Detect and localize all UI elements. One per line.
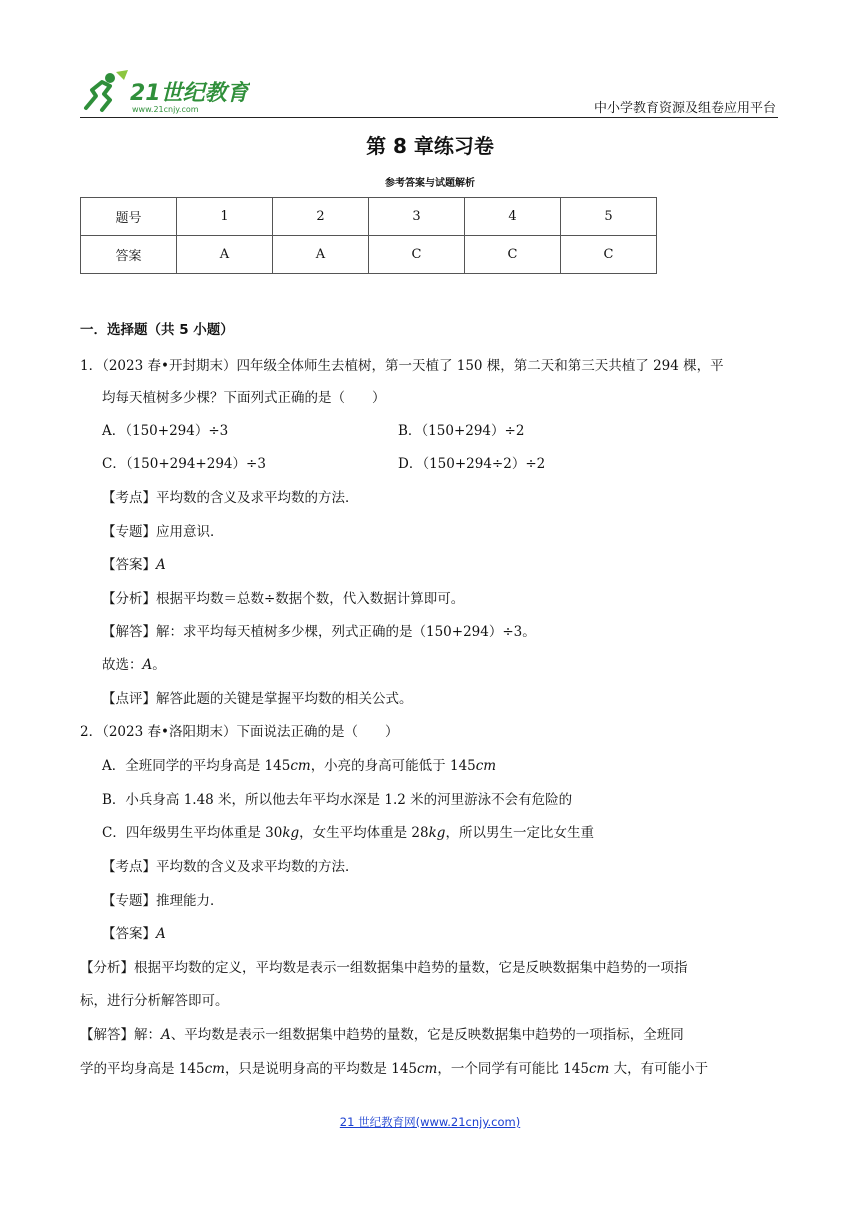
- q2-jieda2-unit2: cm: [417, 1061, 438, 1077]
- table-cell: A: [273, 236, 369, 274]
- page-subtitle: 参考答案与试题解析: [385, 178, 475, 189]
- table-cell: A: [177, 236, 273, 274]
- table-cell: C: [465, 236, 561, 274]
- q1-option-b: B．（150+294）÷2: [398, 423, 525, 439]
- q2-jieda2-unit1: cm: [204, 1061, 225, 1077]
- q2-jieda-line1: [80, 1023, 684, 1043]
- q1-option-a: A．（150+294）÷3: [102, 423, 229, 439]
- q2-jieda2-unit3: cm: [588, 1061, 610, 1077]
- table-cell: 2: [273, 198, 369, 236]
- section-title: 一．选择题（共 5 小题）: [80, 322, 234, 338]
- table-cell: 4: [465, 198, 561, 236]
- page-title: 第 8 章练习卷: [366, 134, 494, 158]
- table-cell: 3: [369, 198, 465, 236]
- q1-guxuan-label: 故选：: [102, 657, 143, 673]
- logo-url: www.21cnjy.com: [132, 105, 199, 114]
- q1-guxuan-end: 。: [152, 657, 166, 673]
- q2-option-a-text1: A．全班同学的平均身高是 145: [102, 758, 291, 774]
- runner-logo-icon: [86, 70, 128, 110]
- q2-option-a-text2: ，小亮的身高可能低于 145: [310, 758, 476, 774]
- q2-stem: 2．（2023 春•洛阳期末）下面说法正确的是（ ）: [80, 724, 399, 740]
- table-cell: C: [561, 236, 657, 274]
- q2-option-a: [102, 754, 496, 774]
- table-cell: C: [369, 236, 465, 274]
- table-cell: 1: [177, 198, 273, 236]
- q1-answer-value: A: [156, 557, 166, 573]
- q1-fenxi: 【分析】根据平均数＝总数÷数据个数，代入数据计算即可。: [102, 591, 465, 607]
- q2-fenxi-line1: 【分析】根据平均数的定义，平均数是表示一组数据集中趋势的量数，它是反映数据集中趋势的一项指: [80, 960, 688, 976]
- q2-jieda-text: 、平均数是表示一组数据集中趋势的量数，它是反映数据集中趋势的一项指标，全班同: [170, 1027, 684, 1043]
- logo-text: 21世纪教育: [130, 81, 249, 106]
- logo: [80, 68, 250, 118]
- q1-option-c: C．（150+294+294）÷3: [102, 456, 266, 472]
- q1-option-d: D．（150+294÷2）÷2: [398, 456, 546, 472]
- q2-option-c-text3: ，所以男生一定比女生重: [445, 825, 594, 841]
- q1-answer: [102, 553, 166, 573]
- q2-option-c-text1: C．四年级男生平均体重是 30: [102, 825, 283, 841]
- q2-option-b: B．小兵身高 1.48 米，所以他去年平均水深是 1.2 米的河里游泳不会有危险的: [102, 792, 573, 808]
- footer: [0, 1114, 860, 1130]
- answer-table: [80, 197, 657, 274]
- q2-answer: [102, 922, 166, 942]
- table-row: [81, 198, 657, 236]
- platform-name: 中小学教育资源及组卷应用平台: [593, 101, 776, 116]
- q1-stem-line2: 均每天植树多少棵？下面列式正确的是（ ）: [102, 390, 386, 406]
- q2-jieda-label: 【解答】解：: [80, 1027, 161, 1043]
- q2-option-c-unit1: kg: [282, 825, 300, 841]
- q1-jieda: 【解答】解：求平均每天植树多少棵，列式正确的是（150+294）÷3。: [102, 624, 536, 640]
- header-divider: [80, 117, 778, 118]
- q1-dianping: 【点评】解答此题的关键是掌握平均数的相关公式。: [102, 691, 413, 707]
- q1-zhuanti: 【专题】应用意识．: [102, 524, 224, 540]
- table-row: [81, 236, 657, 274]
- q2-option-c-text2: ，女生平均体重是 28: [299, 825, 429, 841]
- q1-guxuan-value: A: [142, 657, 153, 673]
- q2-fenxi-line2: 标，进行分析解答即可。: [80, 993, 229, 1009]
- table-cell: 5: [561, 198, 657, 236]
- q2-jieda2-text3: ，一个同学有可能比 145: [437, 1061, 589, 1077]
- q2-option-a-unit2: cm: [475, 758, 497, 774]
- footer-link[interactable]: 21 世纪教育网(www.21cnjy.com): [339, 1115, 521, 1129]
- q2-kaodian: 【考点】平均数的含义及求平均数的方法．: [102, 859, 359, 875]
- q2-zhuanti: 【专题】推理能力．: [102, 893, 224, 909]
- q2-jieda2-text2: ，只是说明身高的平均数是 145: [224, 1061, 417, 1077]
- table-cell: 题号: [81, 198, 177, 236]
- q2-answer-label: 【答案】: [102, 926, 156, 942]
- q2-option-c: [102, 821, 594, 841]
- q1-stem-line1: 1．（2023 春•开封期末）四年级全体师生去植树，第一天植了 150 棵，第二天和第三天共植了 294 棵，平: [80, 358, 724, 374]
- q2-jieda2-text4: 大，有可能小于: [609, 1061, 709, 1077]
- q1-answer-label: 【答案】: [102, 557, 156, 573]
- q2-jieda-line2: [80, 1057, 708, 1077]
- q2-answer-value: A: [156, 926, 166, 942]
- q2-option-a-unit1: cm: [290, 758, 311, 774]
- q1-kaodian: 【考点】平均数的含义及求平均数的方法．: [102, 490, 359, 506]
- q2-option-c-unit2: kg: [428, 825, 446, 841]
- q2-jieda2-text1: 学的平均身高是 145: [80, 1061, 205, 1077]
- q1-guxuan: [102, 653, 166, 673]
- q2-jieda-option: A: [161, 1027, 171, 1043]
- table-cell: 答案: [81, 236, 177, 274]
